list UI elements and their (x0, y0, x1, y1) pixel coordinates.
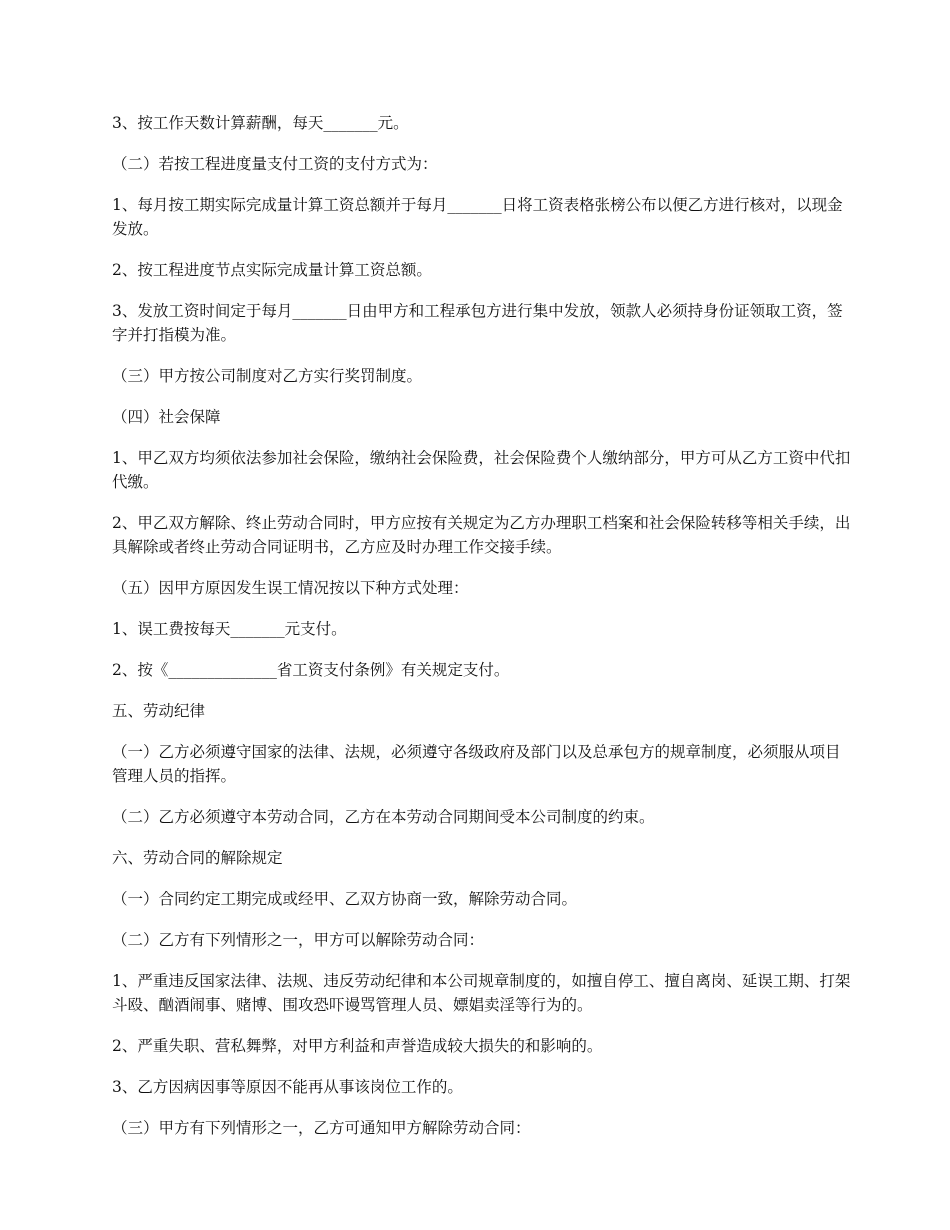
paragraph-progress-payment-heading: （二）若按工程进度量支付工资的支付方式为： (112, 155, 438, 173)
paragraph-wage-regulation: 2、按《______________省工资支付条例》有关规定支付。 (112, 661, 510, 679)
paragraph-dereliction: 2、严重失职、营私舞弊，对甲方利益和声誉造成较大损失的和影响的。 (112, 1037, 603, 1055)
paragraph-social-security-heading: （四）社会保障 (112, 408, 221, 426)
section-heading-termination: 六、劳动合同的解除规定 (112, 849, 283, 867)
paragraph-pay-date: 3、发放工资时间定于每月_______日由甲方和工程承包方进行集中发放，领款人必须持身份证领取工资，签字并打指模为准。 (112, 302, 843, 344)
paragraph-lost-work-heading: （五）因甲方原因发生误工情况按以下种方式处理： (112, 579, 469, 597)
paragraph-social-insurance: 1、甲乙双方均须依法参加社会保险，缴纳社会保险费，社会保险费个人缴纳部分，甲方可从乙方工资中代扣代缴。 (112, 449, 851, 491)
paragraph-illness: 3、乙方因病因事等原因不能再从事该岗位工作的。 (112, 1078, 463, 1096)
paragraph-employee-may-terminate: （三）甲方有下列情形之一，乙方可通知甲方解除劳动合同： (112, 1119, 531, 1137)
paragraph-milestone-wage-total: 2、按工程进度节点实际完成量计算工资总额。 (112, 261, 432, 279)
paragraph-lost-work-fee: 1、误工费按每天_______元支付。 (112, 620, 347, 638)
paragraph-obey-contract: （二）乙方必须遵守本劳动合同，乙方在本劳动合同期间受本公司制度的约束。 (112, 808, 655, 826)
paragraph-employer-may-terminate: （二）乙方有下列情形之一，甲方可以解除劳动合同： (112, 931, 485, 949)
section-heading-labor-discipline: 五、劳动纪律 (112, 702, 206, 720)
paragraph-reward-penalty: （三）甲方按公司制度对乙方实行奖罚制度。 (112, 367, 423, 385)
paragraph-obey-laws: （一）乙方必须遵守国家的法律、法规，必须遵守各级政府及部门以及总承包方的规章制度，必须服从项目管理人员的指挥。 (112, 743, 841, 785)
paragraph-wage-per-day: 3、按工作天数计算薪酬，每天_______元。 (112, 114, 409, 132)
document-body (112, 111, 852, 1157)
paragraph-mutual-termination: （一）合同约定工期完成或经甲、乙双方协商一致，解除劳动合同。 (112, 890, 578, 908)
paragraph-contract-termination-procedures: 2、甲乙双方解除、终止劳动合同时，甲方应按有关规定为乙方办理职工档案和社会保险转移等相关手续，出具解除或者终止劳动合同证明书，乙方应及时办理工作交接手续。 (112, 514, 851, 556)
paragraph-monthly-wage-total: 1、每月按工期实际完成量计算工资总额并于每月_______日将工资表格张榜公布以便乙方进行核对，以现金发放。 (112, 196, 843, 238)
paragraph-serious-violation: 1、严重违反国家法律、法规、违反劳动纪律和本公司规章制度的，如擅自停工、擅自离岗、延误工期、打架斗殴、酗酒闹事、赌博、围攻恐吓谩骂管理人员、嫖娼卖淫等行为的。 (112, 972, 851, 1014)
